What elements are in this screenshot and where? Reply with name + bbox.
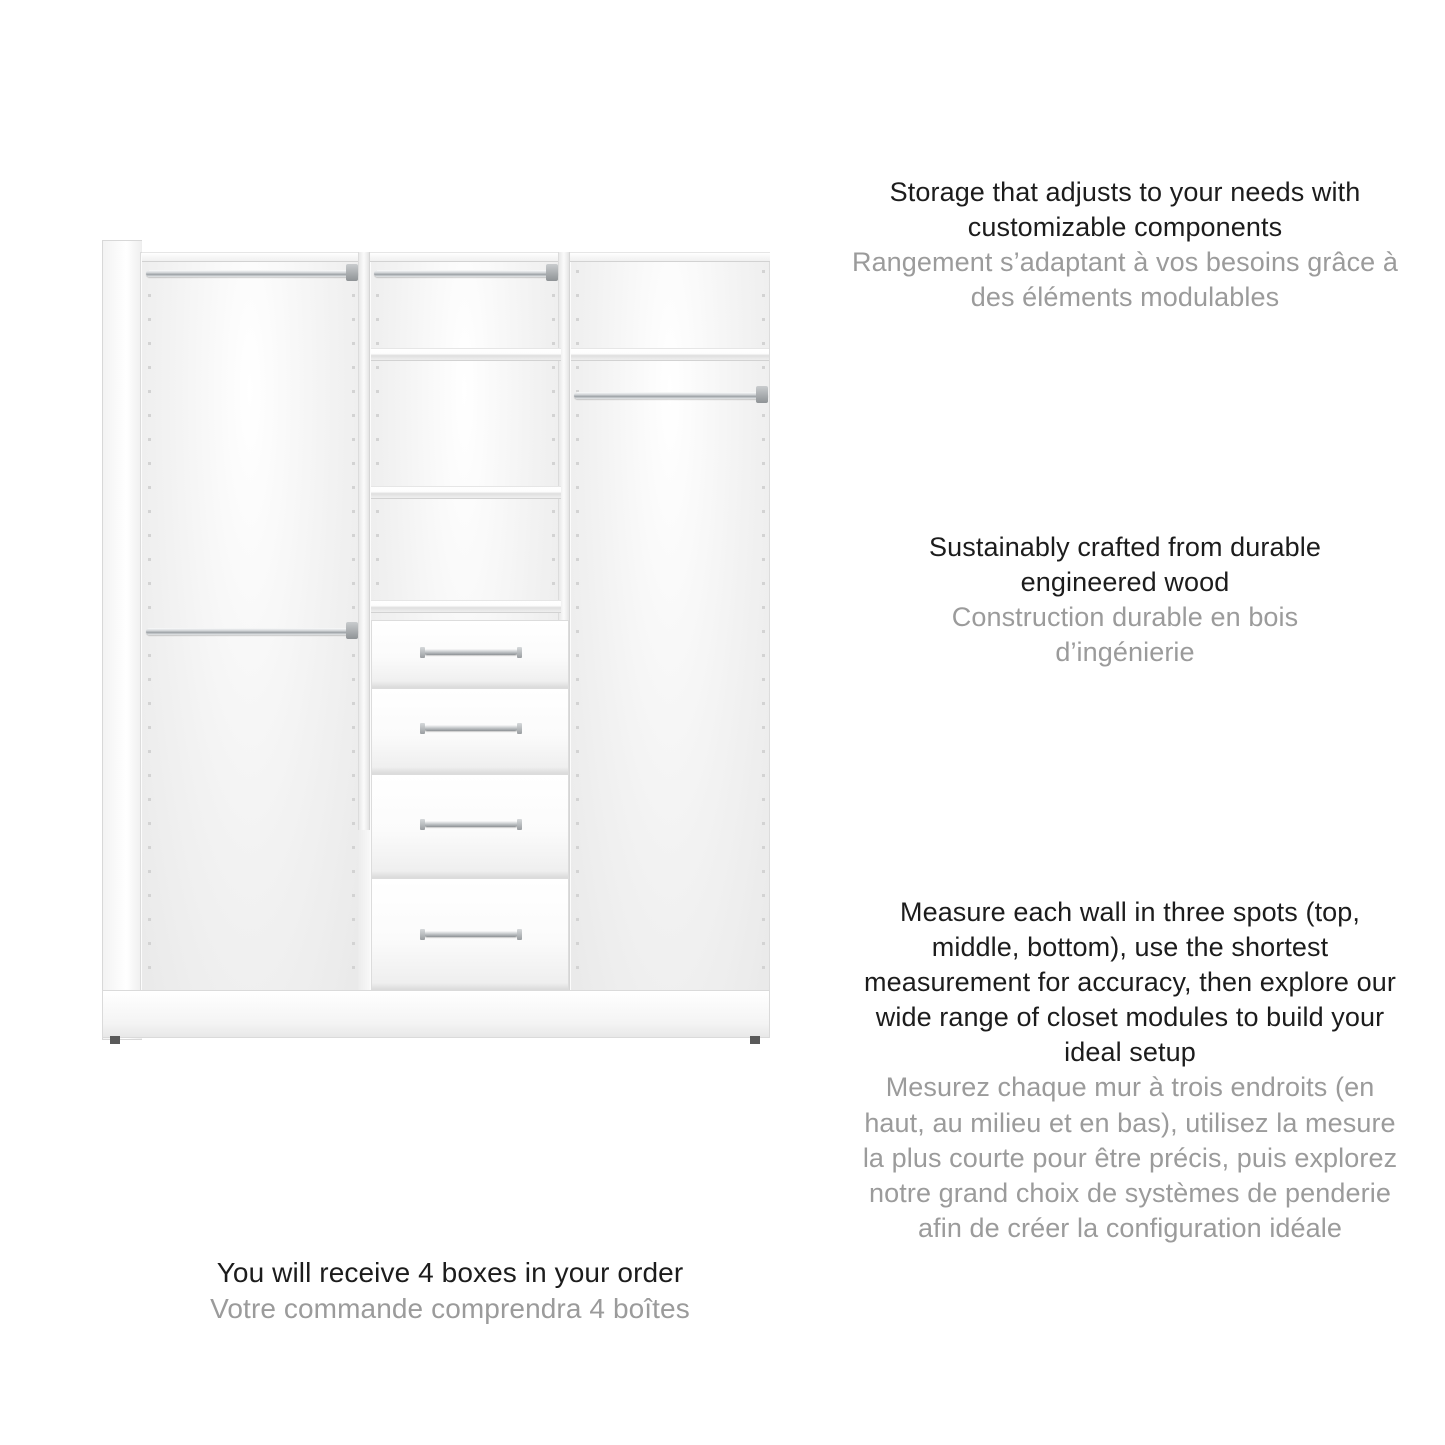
handle-cap [517,819,522,830]
callout-boxes-en: You will receive 4 boxes in your order [216,1257,684,1288]
handle-cap [420,647,425,658]
drawer-shadow [372,767,568,773]
drawer-handle[interactable] [424,821,518,827]
handle-cap [420,723,425,734]
drawer-1[interactable] [371,620,569,688]
peg-holes-column [148,270,151,970]
callout-storage [845,175,1405,315]
drawer-stack-side [358,830,370,1015]
callout-measure-fr: Mesurez chaque mur à trois endroits (en haut, au milieu et en bas), utilisez la mesure la plus courte pour être précis, puis explorez notre grand choix de systèmes de penderie afin de créer la configuration idéale [862,1072,1398,1243]
callout-sustainable-en: Sustainably crafted from durable engineered wood [929,532,1321,598]
callout-sustainable [880,530,1370,670]
handle-cap [517,647,522,658]
hanging-rod-left-top [146,270,358,277]
drawer-shadow [372,871,568,877]
drawer-3[interactable] [371,774,569,878]
callout-boxes-fr: Votre commande comprendra 4 boîtes [210,1293,690,1325]
callout-measure-en: Measure each wall in three spots (top, middle, bottom), use the shortest measurement for accuracy, then explore our wide range of closet modules to build your ideal setup [864,897,1396,1068]
hanging-rod-left-middle [146,628,358,635]
peg-holes-column [352,270,355,970]
callout-storage-fr: Rangement s’adaptant à vos besoins grâce à des éléments modulables [851,247,1399,313]
hanging-rod-center-top [374,270,558,277]
rod-bracket [346,264,358,281]
drawer-2[interactable] [371,688,569,774]
drawer-handle[interactable] [424,725,518,731]
callout-boxes [90,1255,810,1328]
shelf-right [571,348,769,361]
drawer-handle[interactable] [424,649,518,655]
handle-cap [517,723,522,734]
cabinet-foot [110,1036,120,1044]
drawer-shadow [372,681,568,687]
hanging-rod-right [574,392,768,399]
drawer-shadow [372,983,568,989]
handle-cap [420,819,425,830]
shelf-center-upper [371,348,561,361]
cabinet-base-plinth [102,990,770,1038]
shelf-center-lower [371,600,561,613]
shelf-center-middle [371,486,561,499]
callout-storage-en: Storage that adjusts to your needs with customizable components [889,177,1361,243]
rod-bracket [546,264,558,281]
right-bay [571,254,769,1012]
cabinet-foot [750,1036,760,1044]
callout-sustainable-fr: Construction durable en bois d’ingénierie [951,602,1299,668]
handle-cap [517,929,522,940]
rod-bracket [756,386,768,403]
handle-cap [420,929,425,940]
rod-bracket [346,622,358,639]
peg-holes-column [576,270,579,970]
drawer-4[interactable] [371,878,569,990]
drawer-handle[interactable] [424,931,518,937]
product-image [90,230,810,1070]
cabinet-top-panel [142,252,770,262]
peg-holes-column [762,270,765,970]
cabinet-left-side-panel [102,240,142,1040]
callout-measure [855,895,1405,1246]
